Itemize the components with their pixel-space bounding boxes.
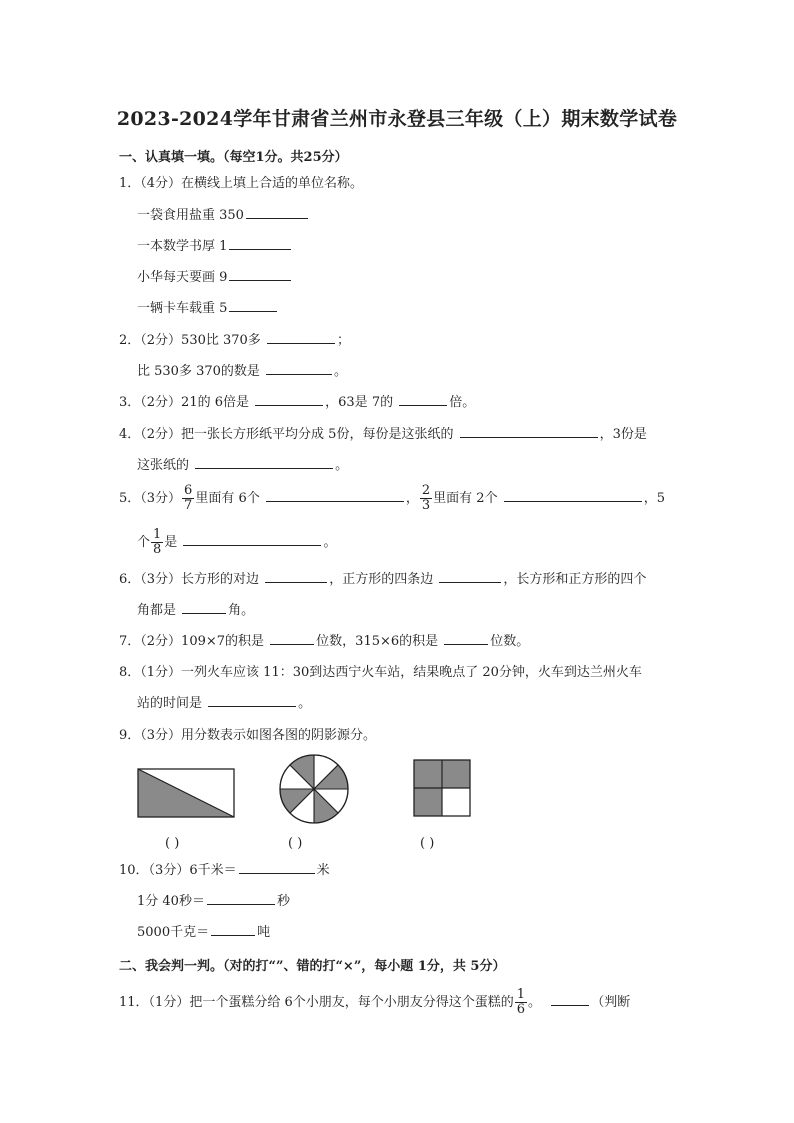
answer-blank[interactable]	[229, 299, 277, 312]
question-1-item-2: 一本数学书厚 1	[137, 237, 293, 257]
question-2-line-1: 2．（2分）530比 370多 ；	[119, 333, 350, 348]
answer-blank[interactable]	[444, 632, 488, 645]
answer-paren-1[interactable]: ( )	[165, 836, 180, 851]
figure-square-quarters	[413, 759, 471, 817]
answer-blank[interactable]	[266, 362, 332, 375]
answer-blank[interactable]	[551, 993, 589, 1006]
question-11: 11．（1分）把一个蛋糕分给 6个小朋友，每个小朋友分得这个蛋糕的 $\frac{1}{6}$ 。 （判断	[119, 987, 631, 1017]
answer-blank[interactable]	[267, 331, 335, 344]
section-heading-judge: 二、我会判一判。（对的打“”、错的打“×”，每小题 1分，共 5分）	[119, 959, 506, 974]
answer-blank[interactable]	[195, 456, 333, 469]
question-10-line-3: 5000千克＝ 吨	[137, 925, 271, 940]
answer-blank[interactable]	[183, 533, 321, 546]
answer-paren-2[interactable]: ( )	[288, 836, 303, 851]
answer-blank[interactable]	[265, 570, 327, 583]
page-title: 2023-2024学年甘肃省兰州市永登县三年级（上）期末数学试卷	[116, 108, 678, 130]
question-6-line-2: 角都是 角。	[137, 603, 255, 618]
question-5-line-2: 个 $\frac{1}{8}$ 是 。	[137, 527, 337, 557]
question-7: 7．（2分）109×7的积是 位数，315×6的积是 位数。	[119, 634, 530, 649]
answer-blank[interactable]	[208, 694, 296, 707]
question-10-line-2: 1分 40秒＝ 秒	[137, 894, 290, 909]
answer-blank[interactable]	[229, 237, 291, 250]
answer-blank[interactable]	[239, 861, 315, 874]
figure-circle-eighths	[278, 753, 350, 825]
question-6-line-1: 6．（3分）长方形的对边 ，正方形的四条边 ，长方形和正方形的四个	[119, 572, 647, 587]
question-4-line-2: 这张纸的 。	[137, 458, 349, 473]
question-5-line-1: 5．（3分） $\frac{6}{7}$ 里面有 6个 ， $\frac{2}{3}$ 里面有 2个 ，5	[119, 483, 665, 513]
question-4-line-1: 4．（2分）把一张长方形纸平均分成 5份，每份是这张纸的 ，3份是	[119, 427, 647, 442]
answer-blank[interactable]	[460, 425, 598, 438]
question-1-item-3: 小华每天要画 9	[137, 268, 293, 288]
answer-blank[interactable]	[207, 892, 275, 905]
question-3: 3．（2分）21的 6倍是 ，63是 7的 倍。	[119, 395, 476, 410]
answer-blank[interactable]	[399, 393, 447, 406]
answer-blank[interactable]	[504, 489, 642, 502]
answer-blank[interactable]	[246, 206, 308, 219]
question-9-prompt: 9．（3分）用分数表示如图各图的阴影源分。	[119, 728, 377, 743]
section-heading-fill: 一、认真填一填。（每空1分。共25分）	[119, 150, 348, 165]
fraction: $\frac{1}{8}$	[153, 527, 162, 557]
answer-blank[interactable]	[266, 489, 404, 502]
answer-blank[interactable]	[182, 601, 226, 614]
fraction: $\frac{2}{3}$	[421, 483, 431, 513]
answer-paren-3[interactable]: ( )	[420, 836, 435, 851]
question-8-line-1: 8．（1分）一列火车应该 11：30到达西宁火车站，结果晚点了 20分钟，火车到达兰州火车	[119, 665, 642, 680]
question-1-prompt: 1．（4分）在横线上填上合适的单位名称。	[119, 176, 364, 191]
answer-blank[interactable]	[270, 632, 314, 645]
answer-blank[interactable]	[439, 570, 501, 583]
answer-blank[interactable]	[229, 268, 291, 281]
fraction: $\frac{6}{7}$	[184, 483, 193, 513]
question-2-line-2: 比 530多 370的数是 。	[137, 364, 348, 379]
figure-rectangle-half-shaded	[137, 768, 235, 818]
question-1-item-4: 一辆卡车载重 5	[137, 299, 279, 319]
question-10-line-1: 10．（3分）6千米＝ 米	[119, 863, 330, 878]
question-8-line-2: 站的时间是 。	[137, 696, 312, 711]
fraction: $\frac{1}{6}$	[516, 987, 525, 1017]
answer-blank[interactable]	[211, 923, 255, 936]
question-1-item-1: 一袋食用盐重 350	[137, 206, 310, 226]
answer-blank[interactable]	[255, 393, 323, 406]
